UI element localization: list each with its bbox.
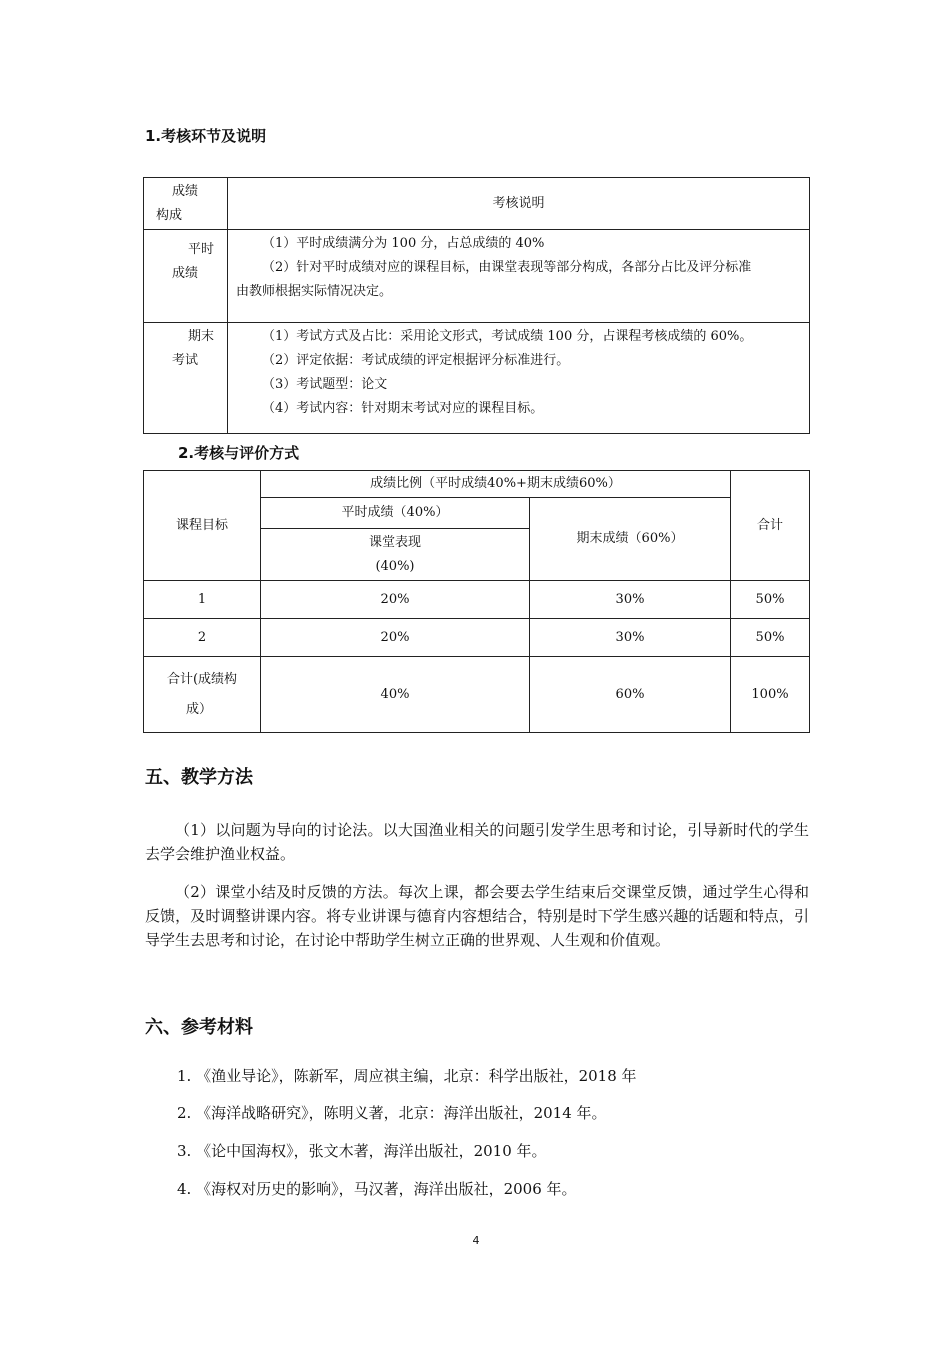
daily-line-1: （1）平时成绩满分为 100 分，占总成绩的 40% (262, 236, 545, 251)
col-ratio: 成绩比例（平时成绩40%+期末成绩60%） (261, 471, 731, 498)
header-composition-line2: 构成 (156, 207, 183, 223)
final-line-4: （4）考试内容：针对期末考试对应的课程目标。 (262, 401, 544, 416)
sum-label (144, 657, 261, 733)
final-line-1: （1）考试方式及占比：采用论文形式，考试成绩 100 分，占课程考核成绩的 60%。 (262, 329, 753, 344)
final-line-2: （2）评定依据：考试成绩的评定根据评分标准进行。 (262, 353, 570, 368)
col-final: 期末成绩（60%） (530, 498, 731, 581)
section1-title: 1.考核环节及说明 (145, 127, 267, 145)
sum-total-cell: 100% (731, 657, 810, 733)
row-final-label (144, 323, 228, 434)
sum-label-line1: 合计(成绩构 (166, 671, 238, 687)
row-daily-label-2: 成绩 (172, 266, 199, 281)
row-daily-description (228, 230, 810, 323)
reference-item: 4. 《海权对历史的影响》，马汉著，海洋出版社，2006 年。 (177, 1180, 577, 1198)
section5-title: 五、教学方法 (145, 767, 253, 788)
reference-item: 1. 《渔业导论》，陈新军，周应祺主编，北京：科学出版社，2018 年 (177, 1067, 637, 1085)
section2-title: 2.考核与评价方式 (178, 444, 300, 462)
reference-item: 2. 《海洋战略研究》，陈明义著，北京：海洋出版社，2014 年。 (177, 1104, 607, 1122)
total-cell: 50% (731, 619, 810, 657)
col-daily: 平时成绩（40%） (261, 498, 530, 529)
col-class-performance-label: 课堂表现 (368, 534, 421, 550)
table-row (144, 619, 810, 657)
assessment-table (143, 177, 810, 434)
method-paragraph-1: （1）以问题为导向的讨论法。以大国渔业相关的问题引发学生思考和讨论，引导新时代的学生去学会维护渔业权益。 (145, 821, 809, 863)
sum-class-cell: 40% (261, 657, 530, 733)
class-cell: 20% (261, 619, 530, 657)
col-total: 合计 (731, 471, 810, 581)
daily-line-2: （2）针对平时成绩对应的课程目标，由课堂表现等部分构成，各部分占比及评分标准 (262, 260, 752, 275)
daily-line-3: 由教师根据实际情况决定。 (236, 284, 393, 299)
sum-final-cell: 60% (530, 657, 731, 733)
class-cell: 20% (261, 581, 530, 619)
final-cell: 30% (530, 619, 731, 657)
final-cell: 30% (530, 581, 731, 619)
table-row-sum (144, 657, 810, 733)
goal-cell: 1 (144, 581, 261, 619)
reference-item: 3. 《论中国海权》，张文木著，海洋出版社，2010 年。 (177, 1142, 547, 1160)
section6-title: 六、参考材料 (145, 1017, 253, 1038)
goal-cell: 2 (144, 619, 261, 657)
total-cell: 50% (731, 581, 810, 619)
row-daily-label (144, 230, 228, 323)
col-class-performance (261, 529, 530, 581)
header-description: 考核说明 (228, 178, 810, 230)
page-number: 4 (472, 1234, 480, 1247)
table-row (144, 581, 810, 619)
final-line-3: （3）考试题型：论文 (262, 377, 388, 392)
sum-label-line2: 成） (186, 701, 213, 717)
row-final-description (228, 323, 810, 434)
method-paragraph-2: （2）课堂小结及时反馈的方法。每次上课，都会要去学生结束后交课堂反馈，通过学生心得和反馈，及时调整讲课内容。将专业讲课与德育内容想结合，特别是时下学生感兴趣的话题和特点，引导学生去思考和讨论，在讨论中帮助学生树立正确的世界观、人生观和价值观。 (145, 883, 809, 949)
header-composition (144, 178, 228, 230)
row-daily-label-1: 平时 (188, 242, 215, 257)
row-final-label-2: 考试 (172, 353, 199, 368)
col-course-goal: 课程目标 (144, 471, 261, 581)
evaluation-table (143, 470, 810, 733)
row-final-label-1: 期末 (188, 329, 215, 344)
header-composition-line1: 成绩 (172, 183, 199, 199)
col-class-performance-pct: (40%) (375, 558, 415, 574)
